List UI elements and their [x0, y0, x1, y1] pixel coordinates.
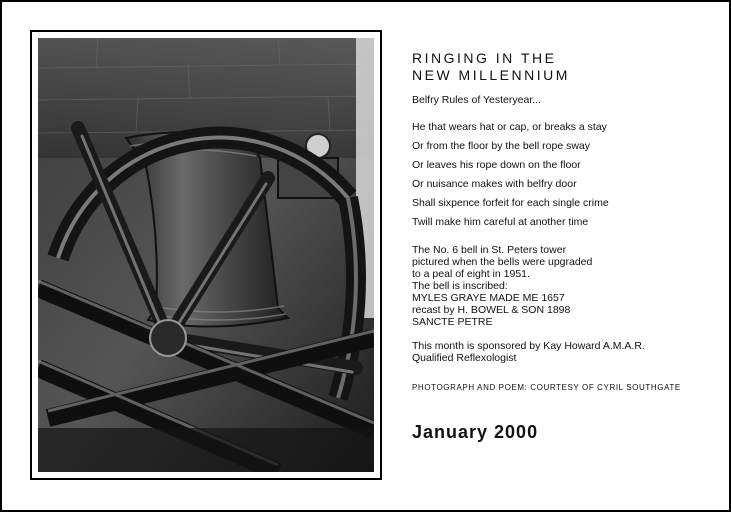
page-title [412, 50, 722, 84]
title-line-1: RINGING IN THE [412, 50, 557, 66]
poem-line: He that wears hat or cap, or breaks a stay [412, 121, 607, 133]
bell-inscription-line: SANCTE PETRE [412, 316, 493, 328]
bell-wheel-photo [38, 38, 374, 472]
title-line-2: NEW MILLENNIUM [412, 67, 570, 83]
poem-line: Or from the floor by the bell rope sway [412, 140, 590, 152]
bell-info-line: The bell is inscribed: [412, 280, 508, 292]
photo-frame [30, 30, 382, 480]
month-date: January 2000 [412, 422, 539, 442]
belfry-poem [412, 118, 722, 232]
photo-credit: PHOTOGRAPH AND POEM: COURTESY OF CYRIL SOUTHGATE [412, 383, 681, 392]
sponsor-note [412, 340, 722, 364]
bell-info-line: to a peal of eight in 1951. [412, 268, 530, 280]
poem-line: Shall sixpence forfeit for each single crime [412, 197, 609, 209]
bell-info [412, 244, 722, 328]
bell-info-line: The No. 6 bell in St. Peters tower [412, 244, 567, 256]
subtitle: Belfry Rules of Yesteryear... [412, 94, 541, 106]
sponsor-line: Qualified Reflexologist [412, 352, 517, 364]
poem-line: Or nuisance makes with belfry door [412, 178, 577, 190]
bell-inscription-line: MYLES GRAYE MADE ME 1657 [412, 292, 565, 304]
bell-inscription-line: recast by H. BOWEL & SON 1898 [412, 304, 571, 316]
poem-line: Or leaves his rope down on the floor [412, 159, 581, 171]
sponsor-line: This month is sponsored by Kay Howard A.M.A.R. [412, 340, 645, 352]
text-column [412, 50, 722, 443]
poem-line: Twill make him careful at another time [412, 216, 589, 228]
bell-info-line: pictured when the bells were upgraded [412, 256, 593, 268]
